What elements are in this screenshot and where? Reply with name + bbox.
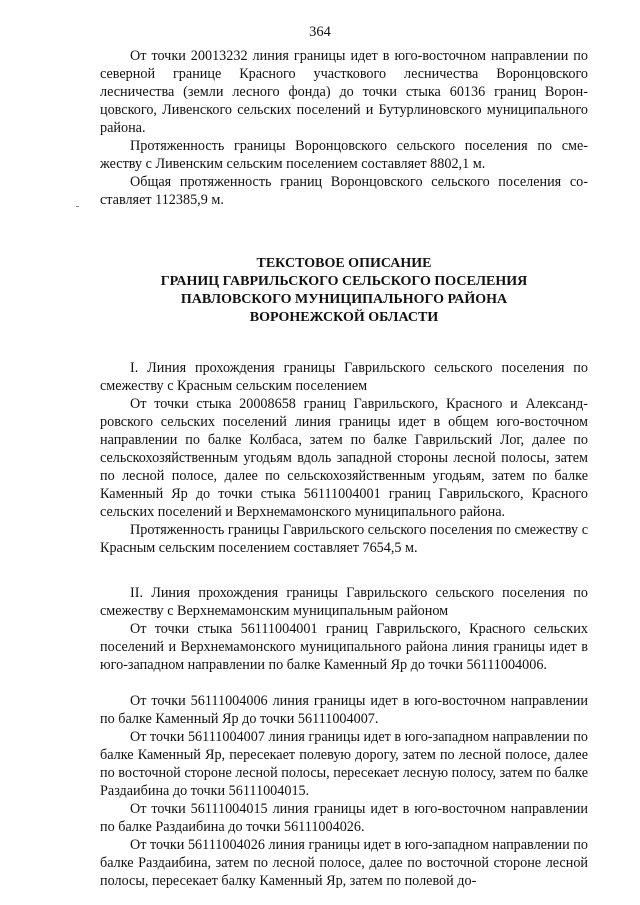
section-title: II. Линия прохождения границы Гаврильского сельского поселения по смежеству с Верхнемамонским муниципальным районом (100, 585, 588, 619)
paragraph: От точки стыка 20008658 границ Гаврильского, Красного и Александровского сельских поселений линия границы идет в общем юго-восточном направлении по балке Колбаса, затем по балке Гаврильский Лог, далее по сельскохозяйственным угодьям вдоль западной стороны лесной полосы, затем по лесной полосе, далее по сельскохозяйственным угодьям, затем по балке Каменный Яр до точки стыка 56111004001 границ Гаврильского, Красного сельских поселений и Верхнемамонского муниципального района. (100, 396, 588, 520)
document-heading (100, 255, 588, 327)
paragraph: От точки 20013232 линия границы идет в юго-восточном направлении по северной границе Красного участкового лесничества Воронцовского лесничества (земли лесного фонда) до точки стыка 60136 границ Воронцовского, Ливенского сельских поселений и Бутурлиновского муниципального района. (100, 48, 588, 136)
paragraph: Протяженность границы Гаврильского сельского поселения по смежеству с Красным сельским поселением составляет 7654,5 м. (100, 522, 588, 556)
scan-mark (76, 206, 79, 207)
paragraph: Протяженность границы Воронцовского сельского поселения по смежеству с Ливенским сельским поселением составляет 8802,1 м. (100, 138, 588, 172)
paragraph: От точки 56111004007 линия границы идет в юго-западном направлении по балке Каменный Яр, пересекает полевую дорогу, затем по лесной полосе, далее по восточной стороне лесной полосы, пересекает лесную полосу, затем по балке Раздаибина до точки 56111004015. (100, 729, 588, 799)
page-number: 364 (309, 24, 331, 40)
paragraph: Общая протяженность границ Воронцовского сельского поселения составляет 112385,9 м. (100, 174, 588, 208)
heading-line: ГРАНИЦ ГАВРИЛЬСКОГО СЕЛЬСКОГО ПОСЕЛЕНИЯ (160, 274, 528, 289)
document-page (100, 0, 588, 890)
paragraph: От точки 56111004026 линия границы идет в юго-западном направлении по балке Раздаибина, затем по лесной полосе, далее по восточной стороне лесной полосы, пересекает балку Каменный Яр, затем по полевой до- (100, 837, 588, 889)
paragraph: От точки 56111004015 линия границы идет в юго-восточном направлении по балке Раздаибина до точки 56111004026. (100, 801, 588, 835)
section-2 (100, 584, 588, 890)
paragraph: От точки 56111004006 линия границы идет в юго-восточном направлении по балке Каменный Яр до точки 56111004007. (100, 693, 588, 727)
section-title: I. Линия прохождения границы Гаврильского сельского поселения по смежеству с Красным сельским поселением (100, 360, 588, 394)
heading-line: ПАВЛОВСКОГО МУНИЦИПАЛЬНОГО РАЙОНА (180, 292, 508, 307)
paragraph: От точки стыка 56111004001 границ Гаврильского, Красного сельских поселений и Верхнемамонского муниципального района линия границы идет в юго-западном направлении по балке Каменный Яр до точки 56111004006. (100, 621, 588, 673)
heading-line: ВОРОНЕЖСКОЙ ОБЛАСТИ (249, 310, 439, 325)
heading-line: ТЕКСТОВОЕ ОПИСАНИЕ (256, 256, 432, 271)
section-1 (100, 359, 588, 557)
intro-section (100, 47, 588, 209)
